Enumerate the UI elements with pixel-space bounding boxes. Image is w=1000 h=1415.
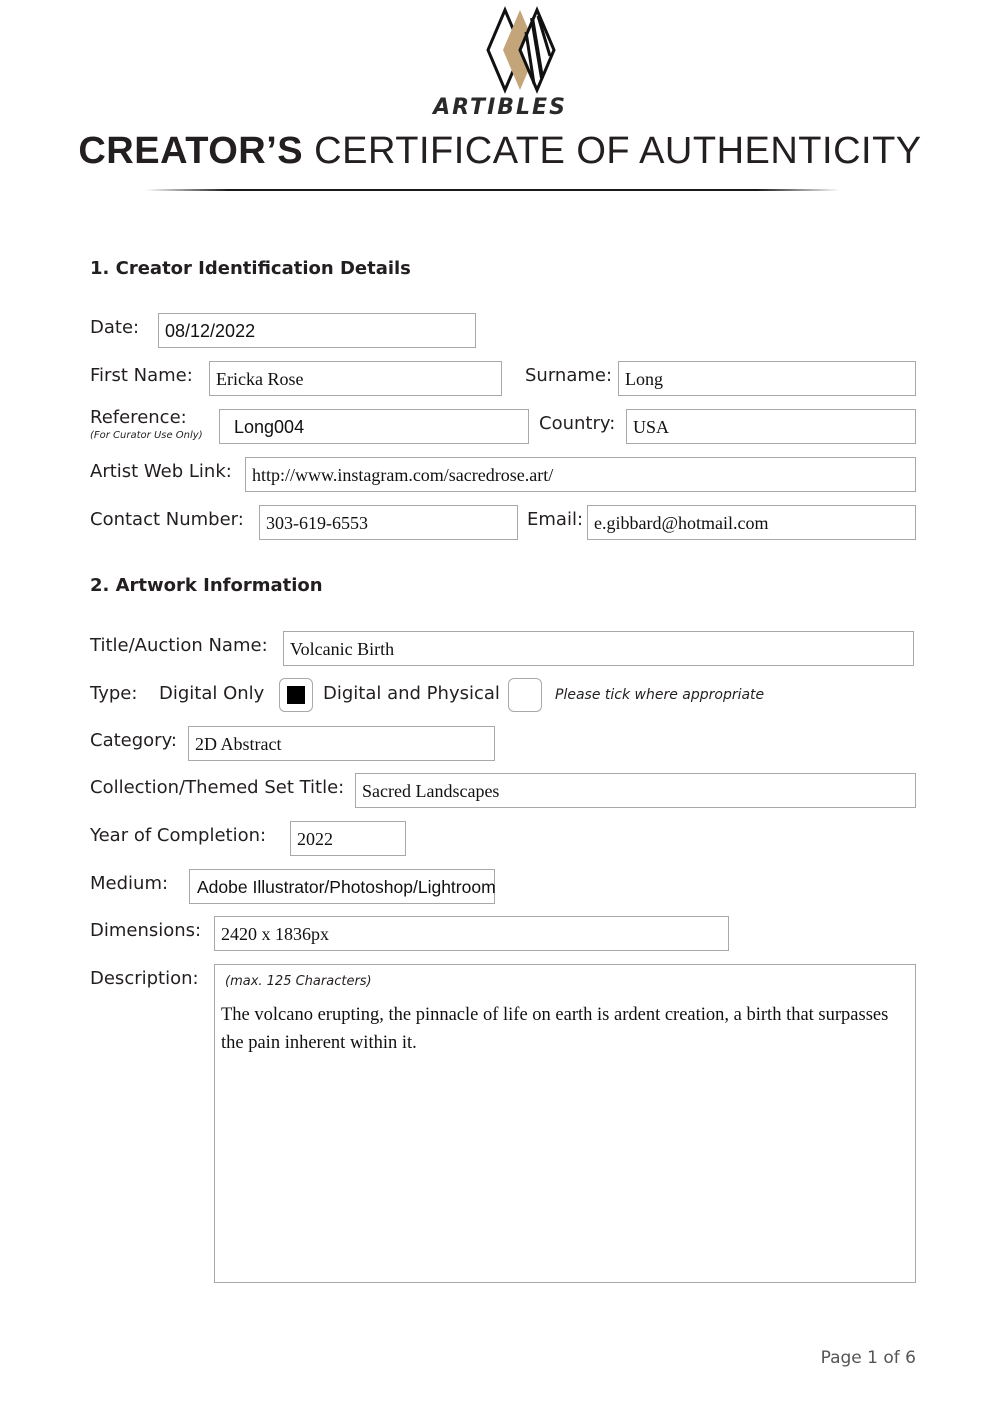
digital-only-checkbox[interactable]	[279, 678, 313, 712]
title-divider	[145, 189, 840, 191]
description-field[interactable]	[214, 964, 916, 1283]
first-name-field[interactable]: Ericka Rose	[209, 361, 502, 396]
dimensions-field[interactable]: 2420 x 1836px	[214, 916, 729, 951]
description-text: The volcano erupting, the pinnacle of life on earth is ardent creation, a birth that surpasses the pain inherent within it.	[221, 1005, 889, 1053]
title-label: Title/Auction Name:	[90, 635, 268, 656]
email-field[interactable]: e.gibbard@hotmail.com	[587, 505, 916, 540]
description-label: Description:	[90, 968, 199, 989]
section-creator-heading: 1. Creator Identification Details	[90, 258, 411, 279]
type-label: Type:	[90, 683, 138, 704]
tick-hint: Please tick where appropriate	[555, 687, 765, 703]
description-hint: (max. 125 Characters)	[225, 974, 372, 989]
web-link-field[interactable]: http://www.instagram.com/sacredrose.art/	[245, 457, 916, 492]
title-rest: CERTIFICATE OF AUTHENTICITY	[303, 130, 922, 172]
brand-name: ARTIBLES	[433, 95, 567, 120]
date-field[interactable]: 08/12/2022	[158, 313, 476, 348]
digital-only-label: Digital Only	[159, 683, 265, 704]
year-label: Year of Completion:	[90, 825, 267, 846]
surname-field[interactable]: Long	[618, 361, 916, 396]
country-label: Country:	[539, 413, 616, 434]
collection-field[interactable]: Sacred Landscapes	[355, 773, 916, 808]
category-field[interactable]: 2D Abstract	[188, 726, 495, 761]
title-field[interactable]: Volcanic Birth	[283, 631, 914, 666]
title-bold: CREATOR’S	[78, 130, 304, 172]
web-link-label: Artist Web Link:	[90, 461, 232, 482]
digital-physical-checkbox[interactable]	[508, 678, 542, 712]
first-name-label: First Name:	[90, 365, 193, 386]
email-label: Email:	[527, 509, 584, 530]
year-field[interactable]: 2022	[290, 821, 406, 856]
dimensions-label: Dimensions:	[90, 920, 202, 941]
medium-field[interactable]: Adobe Illustrator/Photoshop/Lightroom	[189, 869, 495, 904]
section-artwork-heading: 2. Artwork Information	[90, 575, 323, 596]
artibles-logo-icon	[460, 4, 585, 94]
category-label: Category:	[90, 730, 177, 751]
checkbox-filled-mark	[287, 686, 305, 704]
date-label: Date:	[90, 317, 140, 338]
digital-physical-label: Digital and Physical	[323, 683, 500, 704]
reference-label: Reference:	[90, 407, 187, 428]
collection-label: Collection/Themed Set Title:	[90, 777, 345, 798]
country-field[interactable]: USA	[626, 409, 916, 444]
contact-field[interactable]: 303-619-6553	[259, 505, 518, 540]
certificate-title	[0, 130, 1000, 173]
page-number: Page 1 of 6	[820, 1348, 916, 1368]
medium-label: Medium:	[90, 873, 169, 894]
surname-label: Surname:	[525, 365, 613, 386]
reference-sublabel: (For Curator Use Only)	[90, 430, 203, 441]
contact-label: Contact Number:	[90, 509, 244, 530]
reference-field[interactable]: Long004	[219, 409, 529, 444]
